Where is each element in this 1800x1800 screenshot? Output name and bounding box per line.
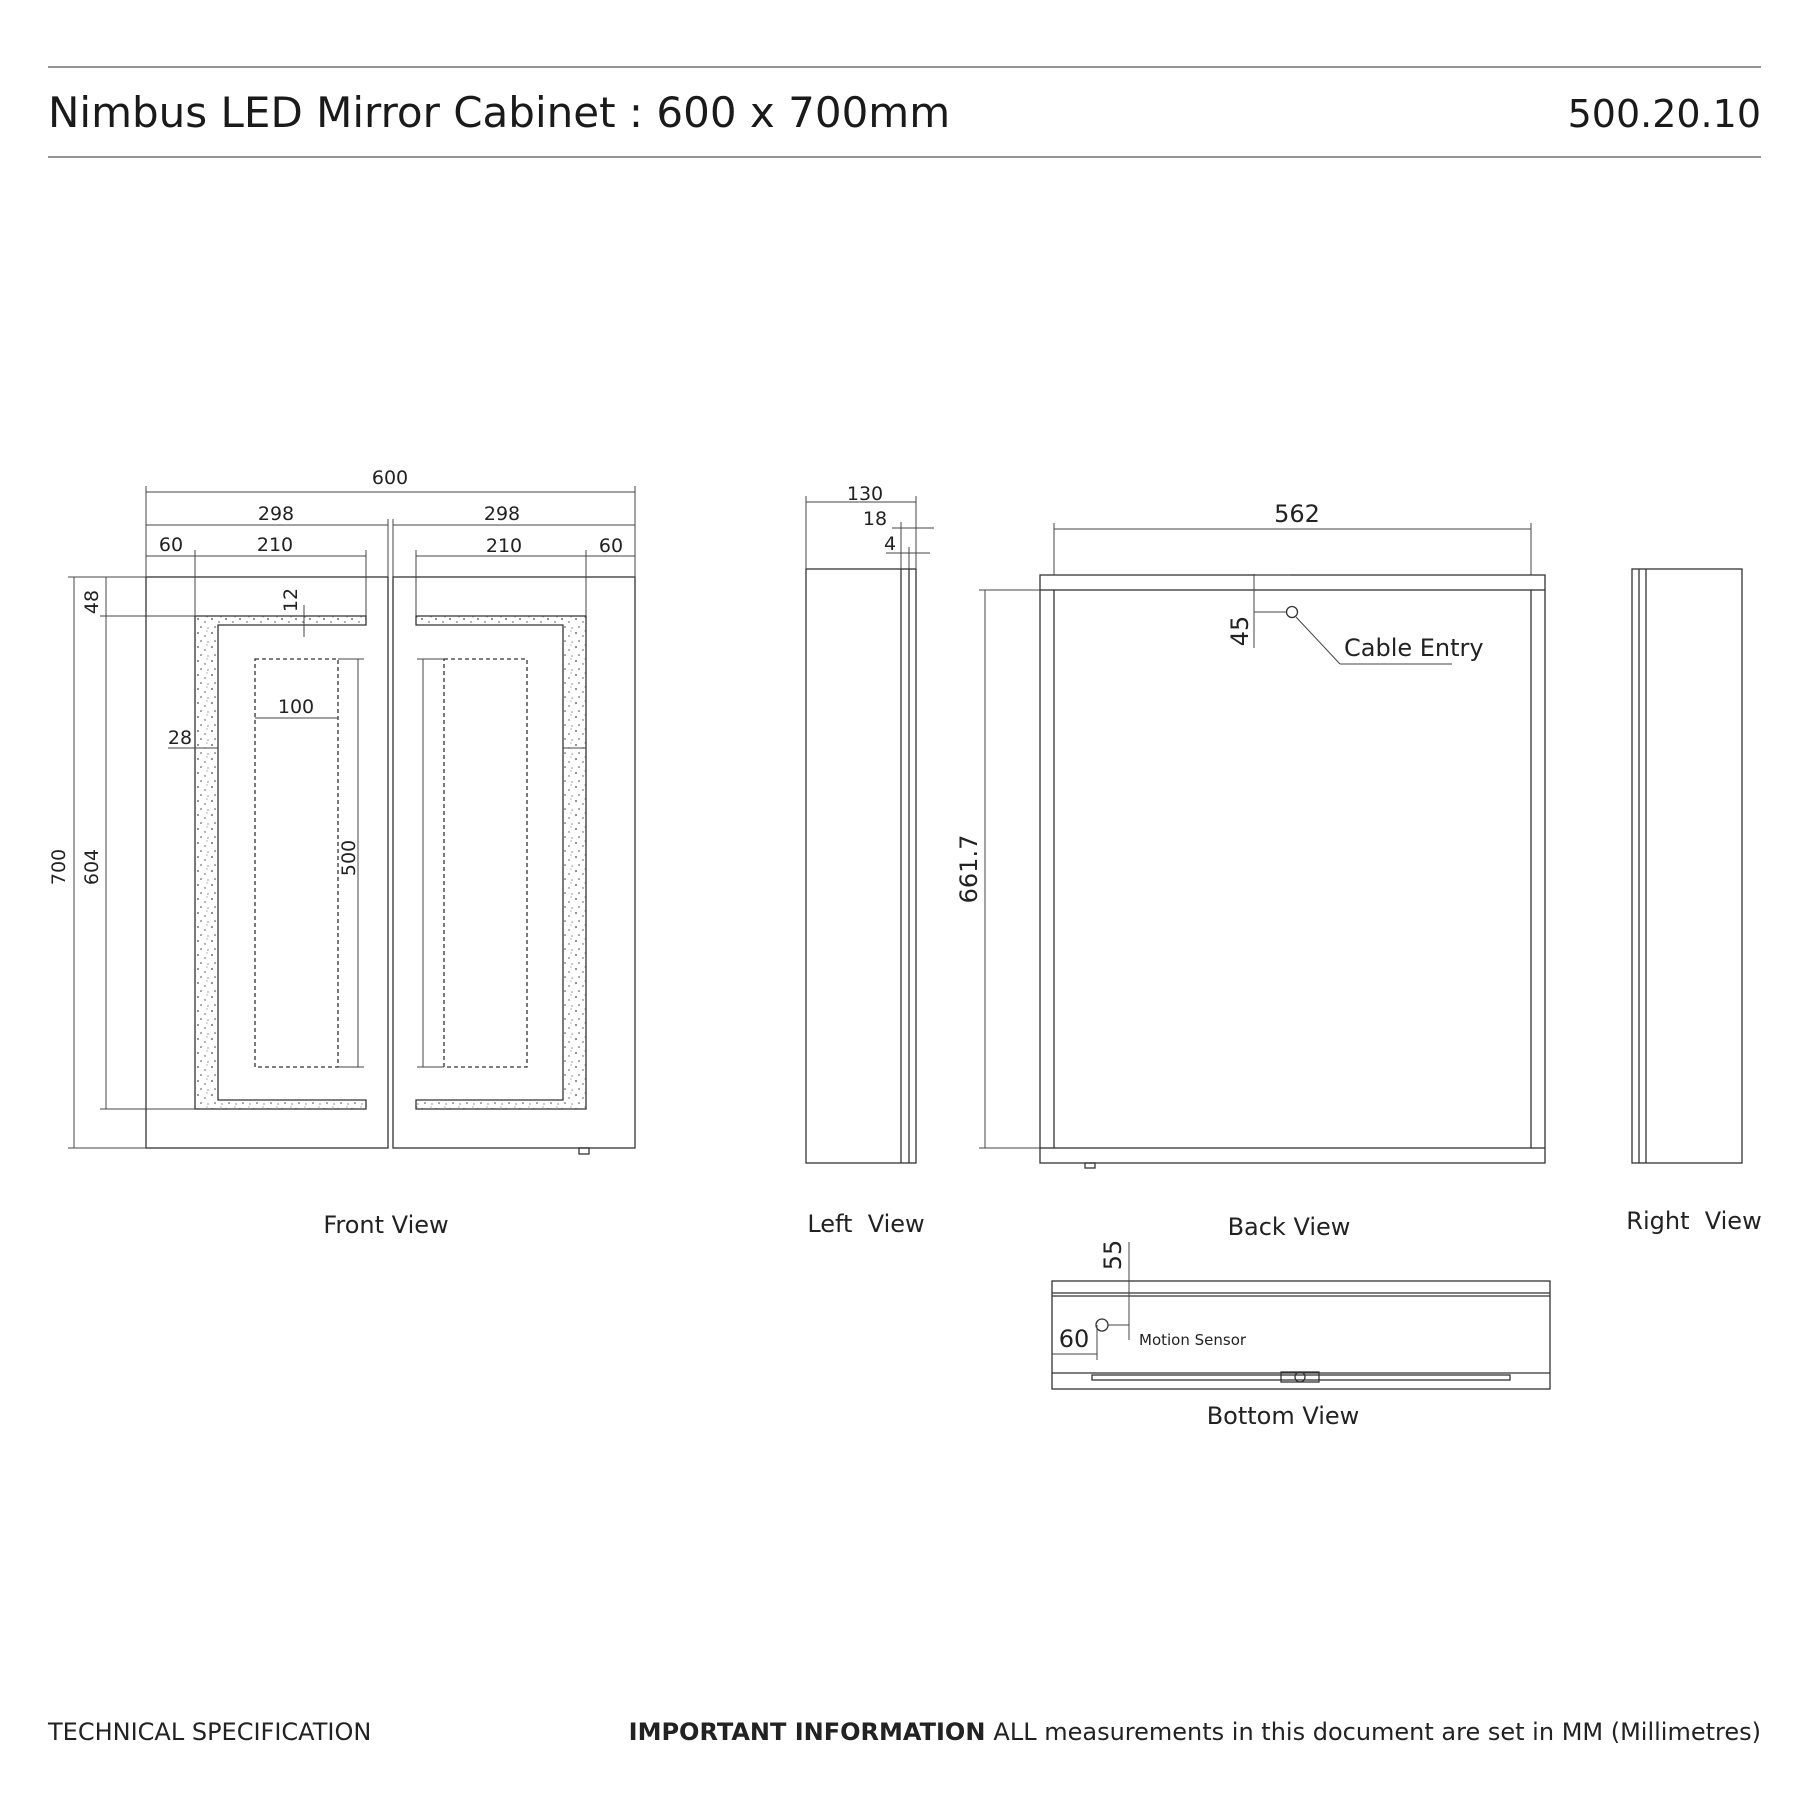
view-label-right: Right View [1626,1207,1762,1235]
back-view-outline [1040,575,1545,1163]
dim-front-overall-height: 700 [48,848,70,886]
front-sensor-zone-left [255,659,338,1067]
left-view [806,569,916,1163]
dim-back-width: 562 [1274,500,1320,528]
left-dimension-lines [806,496,934,569]
cable-entry-label: Cable Entry [1344,634,1484,662]
dim-front-door-left-width: 298 [257,503,295,525]
cable-entry-hole [1287,607,1298,618]
view-label-front: Front View [323,1211,449,1239]
important-label: IMPORTANT INFORMATION [628,1718,986,1746]
right-view-body [1632,569,1742,1163]
front-sensor-bump [579,1148,589,1154]
left-view-body [806,569,916,1163]
back-view-sensor-bump [1085,1163,1095,1168]
front-dimension-lines [68,486,635,1148]
dim-back-cable-offset: 45 [1226,615,1254,647]
back-view [1040,575,1545,1168]
dim-bottom-sensor-offset: 60 [1058,1325,1090,1353]
dim-front-top-gap: 48 [81,589,103,615]
dim-front-led-width-right: 210 [485,535,523,557]
motion-sensor-label: Motion Sensor [1139,1331,1247,1349]
dim-left-frame: 18 [862,508,888,530]
front-door-right [393,577,635,1148]
footer-important-information [629,1718,1761,1746]
dim-left-depth: 130 [846,483,884,505]
dim-front-overall-width: 600 [371,467,409,489]
front-dimension-labels [48,467,623,885]
footer-technical-specification: TECHNICAL SPECIFICATION [48,1718,372,1746]
view-label-back: Back View [1227,1213,1351,1241]
dim-bottom-sensor-depth: 55 [1099,1239,1127,1271]
dim-front-door-right-width: 298 [483,503,521,525]
dim-front-sensor-width: 100 [277,696,315,718]
bottom-view [1052,1281,1550,1389]
dim-front-led-width-left: 210 [256,534,294,556]
important-text: ALL measurements in this document are set in MM (Millimetres) [993,1718,1761,1746]
dim-back-height: 661.7 [955,834,983,904]
dim-front-led-thickness: 12 [280,587,302,613]
dim-front-strip-offset: 28 [167,727,193,749]
page-title: Nimbus LED Mirror Cabinet : 600 x 700mm [48,88,951,137]
motion-sensor-hole [1096,1319,1108,1331]
dim-front-sensor-height: 500 [338,839,360,877]
back-dimension-lines [979,523,1531,1148]
dim-left-mirror: 4 [883,533,897,555]
front-sensor-zone-right [444,659,527,1067]
front-view [146,577,635,1154]
right-view [1632,569,1742,1163]
left-dimension-labels [847,483,896,555]
back-view-panel [1054,590,1531,1148]
view-label-bottom: Bottom View [1206,1402,1360,1430]
cable-entry-leader [1296,617,1340,664]
bottom-view-hinge-strip [1092,1375,1510,1380]
product-code: 500.20.10 [1567,92,1761,136]
dim-front-led-height: 604 [81,848,103,886]
view-label-left: Left View [807,1210,925,1238]
dim-front-side-gap-left: 60 [158,534,184,556]
dim-front-side-gap-right: 60 [598,535,624,557]
back-dimension-labels [955,500,1484,903]
front-led-strip-right [416,616,586,1109]
